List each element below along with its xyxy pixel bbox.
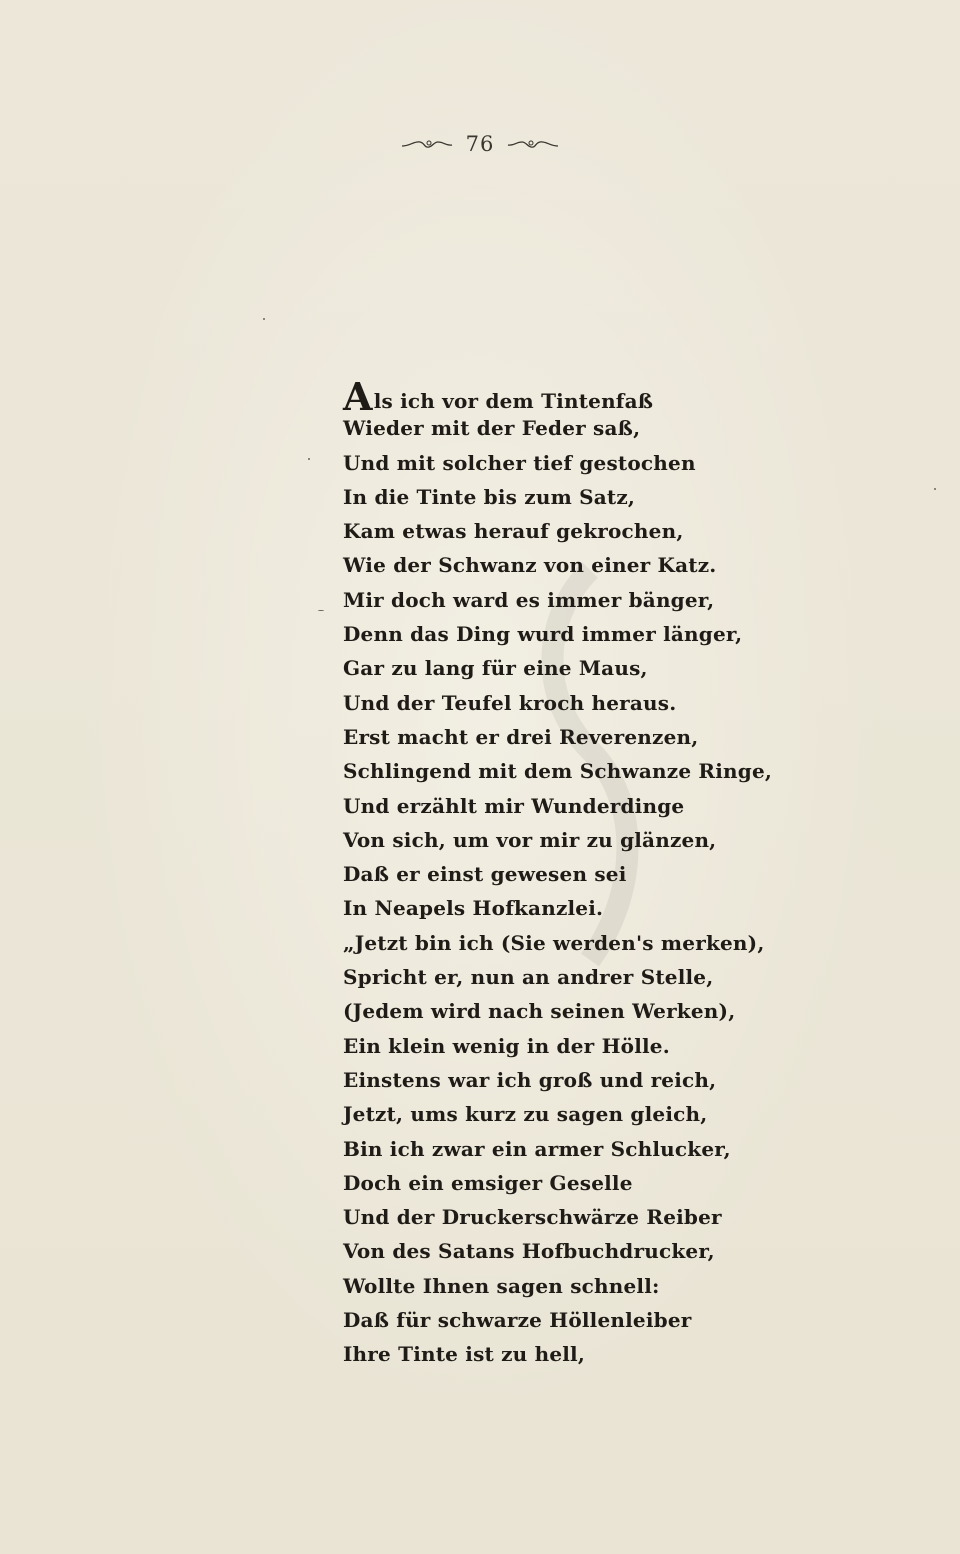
paper-speck (263, 318, 265, 320)
poem-line: Wollte Ihnen sagen schnell: (343, 1273, 660, 1298)
right-ornament-icon (506, 137, 560, 151)
poem-line: Wieder mit der Feder saß, (343, 416, 641, 441)
poem-line: Von des Satans Hofbuchdrucker, (343, 1239, 715, 1264)
poem-line: Von sich, um vor mir zu glänzen, (343, 827, 717, 852)
poem-line: Und der Druckerschwärze Reiber (343, 1205, 722, 1230)
poem-line: Und der Teufel kroch heraus. (343, 690, 677, 715)
poem-line: Schlingend mit dem Schwanze Ringe, (343, 759, 773, 784)
poem-line: Daß für schwarze Höllenleiber (343, 1308, 692, 1333)
poem-line: Wie der Schwanz von einer Katz. (343, 553, 717, 578)
poem-line: Kam etwas herauf gekrochen, (343, 519, 684, 544)
page-number: 76 (465, 132, 495, 156)
poem-line: Erst macht er drei Reverenzen, (343, 724, 699, 749)
poem-line: Jetzt, ums kurz zu sagen gleich, (343, 1102, 708, 1127)
page-header (0, 128, 960, 160)
poem-line: Und erzählt mir Wunderdinge (343, 793, 685, 818)
poem-line: Doch ein emsiger Geselle (343, 1170, 633, 1195)
poem-line (343, 374, 763, 420)
poem-line: Denn das Ding wurd immer länger, (343, 622, 743, 647)
poem-line: Bin ich zwar ein armer Schlucker, (343, 1136, 731, 1161)
poem-line: Spricht er, nun an andrer Stelle, (343, 965, 714, 990)
drop-initial: A (343, 374, 373, 420)
poem-line: Ein klein wenig in der Hölle. (343, 1033, 670, 1058)
poem-line-text: ls ich vor dem Tintenfaß (373, 389, 654, 414)
poem-line: Ihre Tinte ist zu hell, (343, 1342, 586, 1367)
paper-speck (318, 610, 324, 611)
poem-line: Mir doch ward es immer bänger, (343, 587, 715, 612)
poem-line: Und mit solcher tief gestochen (343, 450, 696, 475)
poem-line: Gar zu lang für eine Maus, (343, 656, 648, 681)
poem (343, 374, 773, 1411)
poem-line: Einstens war ich groß und reich, (343, 1067, 717, 1092)
poem-line: In Neapels Hofkanzlei. (343, 896, 604, 921)
paper-speck (934, 488, 936, 490)
poem-line: In die Tinte bis zum Satz, (343, 484, 636, 509)
left-ornament-icon (400, 137, 454, 151)
poem-line: „Jetzt bin ich (Sie werden's merken), (343, 930, 765, 955)
poem-line: Daß er einst gewesen sei (343, 862, 627, 887)
poem-line: (Jedem wird nach seinen Werken), (343, 999, 736, 1024)
paper-speck (308, 458, 310, 460)
poem-line (343, 1377, 763, 1411)
